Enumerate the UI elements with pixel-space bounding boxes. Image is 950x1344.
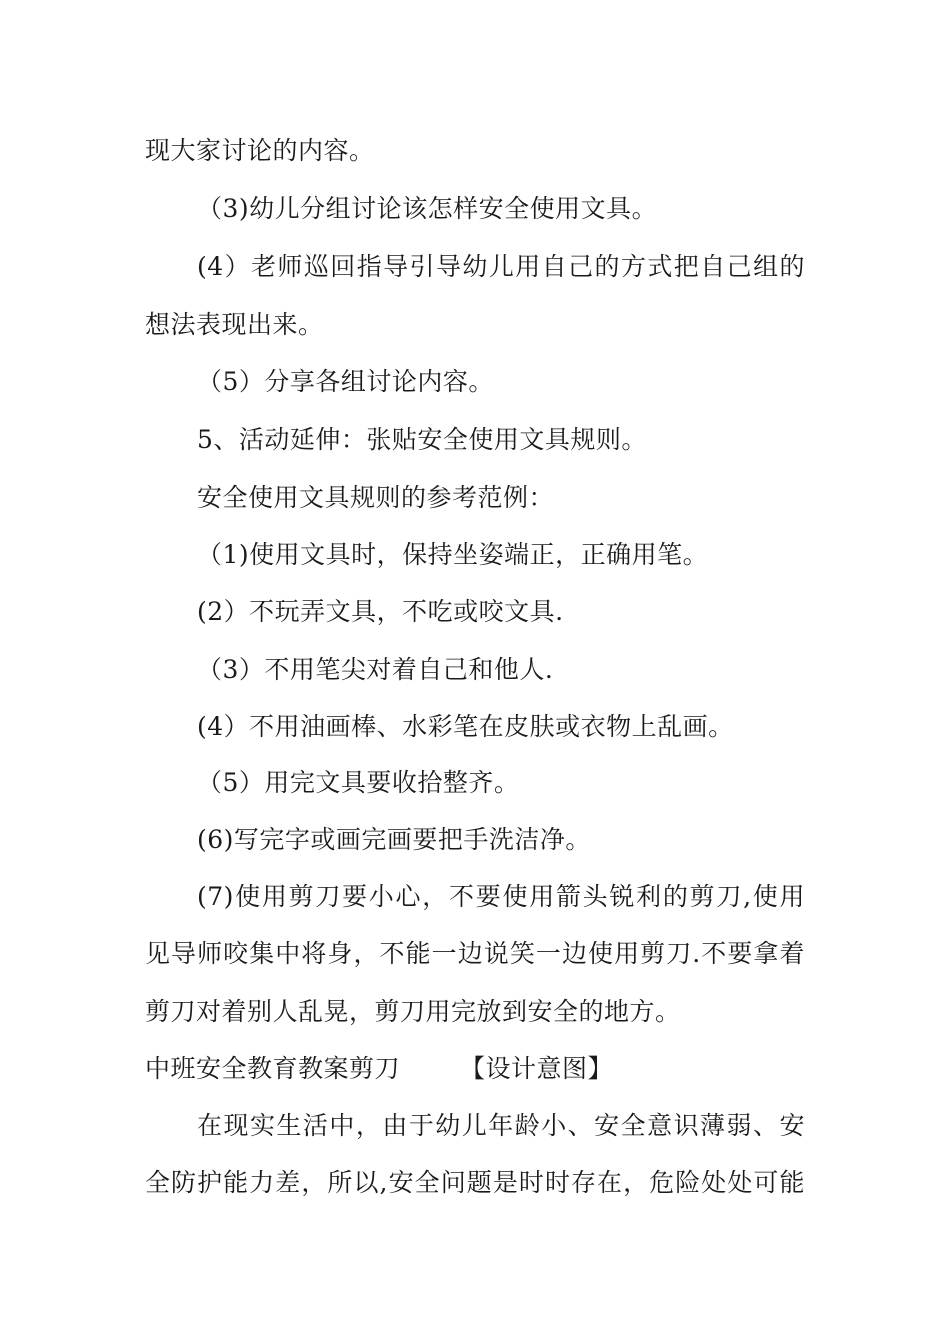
- lesson-title-text: 中班安全教育教案剪刀: [145, 1054, 401, 1083]
- text-line: （3)幼儿分组讨论该怎样安全使用文具。: [197, 194, 658, 223]
- text-line: （5）分享各组讨论内容。: [197, 367, 494, 396]
- text-line: 安全使用文具规则的参考范例：: [197, 483, 555, 512]
- text-line: (4）老师巡回指导引导幼儿用自己的方式把自己组的: [197, 252, 805, 281]
- text-line: 在现实生活中，由于幼儿年龄小、安全意识薄弱、安: [197, 1111, 805, 1140]
- list-item: (2）不玩弄文具，不吃或咬文具.: [197, 597, 564, 626]
- lesson-title: [145, 1053, 613, 1085]
- list-item: （5）用完文具要收拾整齐。: [197, 768, 520, 797]
- list-item: （3）不用笔尖对着自己和他人.: [197, 655, 554, 684]
- design-intent-heading: 【设计意图】: [460, 1054, 614, 1083]
- section-heading: 5、活动延伸：张贴安全使用文具规则。: [197, 425, 647, 454]
- text-line: 见导师咬集中将身，不能一边说笑一边使用剪刀.不要拿着: [145, 939, 805, 968]
- text-line: 想法表现出来。: [145, 310, 324, 339]
- list-item: (7)使用剪刀要小心，不要使用箭头锐利的剪刀,使用: [197, 882, 805, 911]
- list-item: （1)使用文具时，保持坐姿端正，正确用笔。: [197, 540, 709, 569]
- list-item: (6)写完字或画完画要把手洗洁净。: [197, 825, 591, 854]
- text-line: 现大家讨论的内容。: [145, 136, 375, 165]
- text-line: 全防护能力差，所以,安全问题是时时存在，危险处处可能: [145, 1168, 805, 1197]
- list-item: (4）不用油画棒、水彩笔在皮肤或衣物上乱画。: [197, 712, 734, 741]
- text-line: 剪刀对着别人乱晃，剪刀用完放到安全的地方。: [145, 997, 681, 1026]
